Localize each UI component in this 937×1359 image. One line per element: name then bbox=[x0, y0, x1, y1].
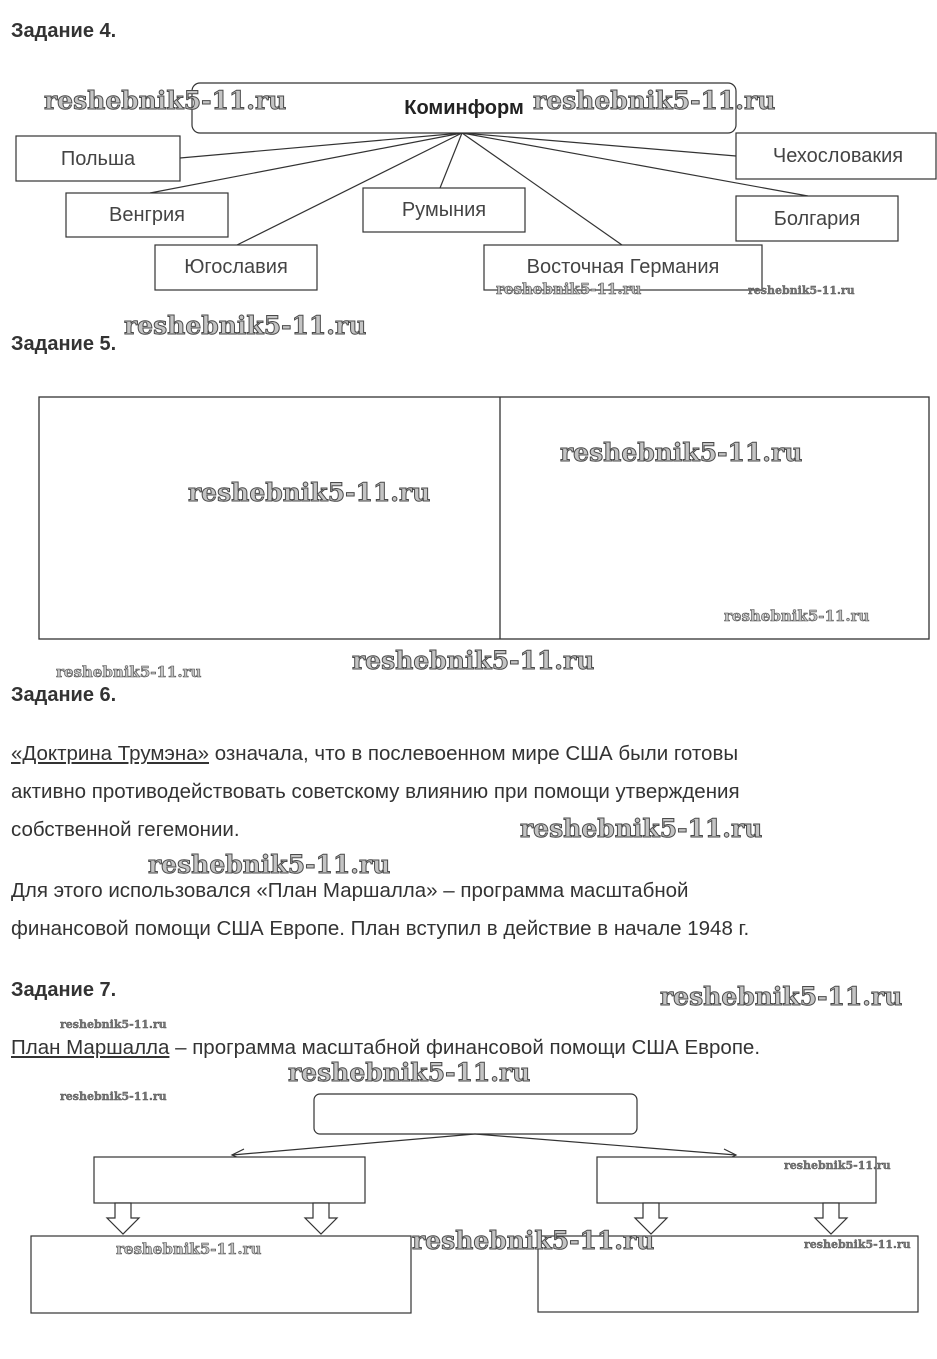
task-6-text-line-4: Для этого использовался «План Маршалла» – программа масштабной bbox=[11, 879, 689, 902]
watermark: reshebnik5-11.ru bbox=[804, 1238, 911, 1251]
task-6-text-line-3: собственной гегемонии. bbox=[11, 818, 240, 841]
watermark: reshebnik5-11.ru bbox=[560, 438, 803, 467]
country-label-yugoslavia: Югославия bbox=[184, 256, 288, 278]
watermark: reshebnik5-11.ru bbox=[60, 1018, 167, 1031]
country-label-poland: Польша bbox=[60, 148, 136, 170]
watermark: reshebnik5-11.ru bbox=[56, 663, 202, 681]
watermark: reshebnik5-11.ru bbox=[188, 478, 431, 507]
block-arrow-down bbox=[305, 1203, 337, 1234]
marshall-plan-tree bbox=[31, 1094, 918, 1313]
task-7-definition: – программа масштабной финансовой помощи США Европе. bbox=[169, 1036, 761, 1059]
country-label-romania: Румыния bbox=[401, 199, 487, 221]
country-label-czechoslovakia: Чехословакия bbox=[772, 145, 904, 167]
task-6-text-line-2: активно противодействовать советскому влиянию при помощи утверждения bbox=[11, 780, 740, 803]
tree-leaf-box-right bbox=[538, 1236, 918, 1312]
table-outline bbox=[39, 397, 929, 639]
country-label-east-germany: Восточная Германия bbox=[526, 256, 720, 278]
watermark: reshebnik5-11.ru bbox=[496, 280, 642, 298]
watermark: reshebnik5-11.ru bbox=[660, 982, 903, 1011]
task-6-paragraph-1 bbox=[11, 735, 911, 849]
watermark: reshebnik5-11.ru bbox=[784, 1159, 891, 1172]
task-6-heading: Задание 6. bbox=[11, 684, 117, 706]
country-label-bulgaria: Болгария bbox=[773, 208, 861, 230]
watermark: reshebnik5-11.ru bbox=[124, 311, 367, 340]
watermark: reshebnik5-11.ru bbox=[60, 1090, 167, 1103]
task-7-heading: Задание 7. bbox=[11, 979, 117, 1001]
watermark: reshebnik5-11.ru bbox=[724, 607, 870, 625]
watermark: reshebnik5-11.ru bbox=[288, 1058, 531, 1087]
watermark: reshebnik5-11.ru bbox=[533, 86, 776, 115]
task-5-heading: Задание 5. bbox=[11, 333, 117, 355]
task-6-text-line-1: означала, что в послевоенном мире США были готовы bbox=[209, 742, 739, 765]
task-7-paragraph bbox=[11, 1029, 911, 1067]
watermark: reshebnik5-11.ru bbox=[520, 814, 763, 843]
tree-right-box bbox=[597, 1157, 876, 1203]
tree-leaf-box-left bbox=[31, 1236, 411, 1313]
tree-arrow-right bbox=[475, 1134, 736, 1155]
block-arrow-down bbox=[815, 1203, 847, 1234]
connector-line bbox=[150, 133, 462, 193]
watermark: reshebnik5-11.ru bbox=[44, 86, 287, 115]
task-5-table bbox=[39, 397, 929, 639]
tree-arrow-left bbox=[232, 1134, 475, 1155]
marshall-plan-term: План Маршалла bbox=[11, 1036, 170, 1059]
task-6-paragraph-2 bbox=[11, 872, 911, 948]
task-4-heading: Задание 4. bbox=[11, 20, 117, 42]
cominform-label: Коминформ bbox=[404, 97, 524, 119]
block-arrow-down bbox=[107, 1203, 139, 1234]
watermark: reshebnik5-11.ru bbox=[148, 850, 391, 879]
watermark: reshebnik5-11.ru bbox=[748, 284, 855, 297]
task-6-text-line-5: финансовой помощи США Европе. План вступил в действие в начале 1948 г. bbox=[11, 917, 750, 940]
country-label-hungary: Венгрия bbox=[109, 204, 185, 226]
tree-root-box bbox=[314, 1094, 637, 1134]
connector-line bbox=[440, 133, 462, 188]
watermark: reshebnik5-11.ru bbox=[352, 646, 595, 675]
watermark: reshebnik5-11.ru bbox=[412, 1226, 655, 1255]
connector-line bbox=[462, 133, 736, 156]
block-arrow-down bbox=[635, 1203, 667, 1234]
tree-left-box bbox=[94, 1157, 365, 1203]
truman-doctrine-term: «Доктрина Трумэна» bbox=[11, 742, 210, 765]
watermark: reshebnik5-11.ru bbox=[116, 1240, 262, 1258]
